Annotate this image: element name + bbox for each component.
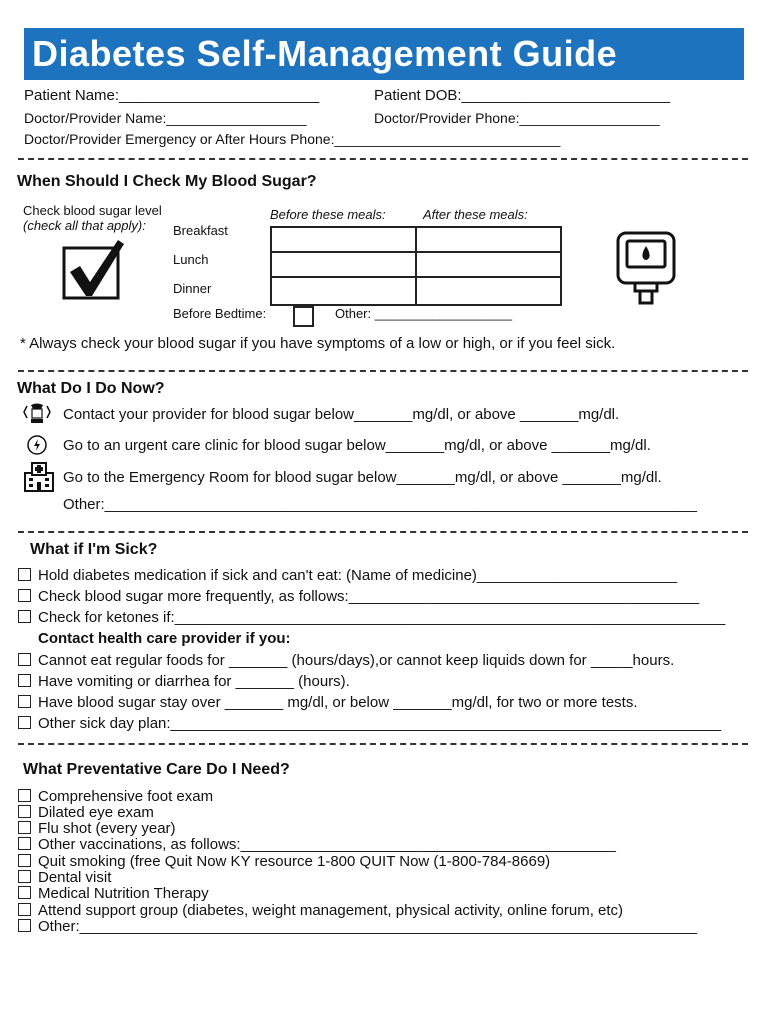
contact-item[interactable]: Other sick day plan:__________________________________________________________________ xyxy=(18,713,721,734)
emergency-room-field[interactable]: Go to the Emergency Room for blood sugar below_______mg/dl, or above _______mg/dl. xyxy=(63,469,662,486)
preventive-item[interactable]: Dilated eye exam xyxy=(18,805,154,821)
checkbox[interactable] xyxy=(18,805,31,818)
preventive-item[interactable]: Other:__________________________________________________________________________ xyxy=(18,919,697,935)
urgent-care-field[interactable]: Go to an urgent care clinic for blood sugar below_______mg/dl, or above _______mg/dl. xyxy=(63,437,651,454)
checkbox[interactable] xyxy=(18,837,31,850)
contact-item[interactable]: Cannot eat regular foods for _______ (hours/days),or cannot keep liquids down for _____hours. xyxy=(18,650,674,671)
checkbox[interactable] xyxy=(18,674,31,687)
sick-item[interactable]: Hold diabetes medication if sick and can't eat: (Name of medicine)________________________ xyxy=(18,565,677,586)
preventive-item[interactable]: Attend support group (diabetes, weight management, physical activity, online forum, etc) xyxy=(18,903,623,919)
phone-icon xyxy=(23,402,51,424)
checkbox[interactable] xyxy=(18,789,31,802)
meal-dinner-label: Dinner xyxy=(173,281,212,296)
checkbox[interactable] xyxy=(18,716,31,729)
check-instruction: Check blood sugar level xyxy=(23,203,162,218)
before-bedtime-checkbox[interactable] xyxy=(293,306,314,327)
dinner-after-cell[interactable] xyxy=(417,278,560,304)
dinner-before-cell[interactable] xyxy=(272,278,415,304)
checkbox[interactable] xyxy=(18,610,31,623)
checkbox[interactable] xyxy=(18,821,31,834)
section-divider xyxy=(18,370,748,372)
check-instruction-note: (check all that apply): xyxy=(23,218,146,233)
patient-dob-field[interactable]: Patient DOB:_________________________ xyxy=(374,87,671,104)
sick-item[interactable]: Check for ketones if:__________________________________________________________________ xyxy=(18,607,725,628)
preventive-item[interactable]: Medical Nutrition Therapy xyxy=(18,886,209,902)
checkbox[interactable] xyxy=(18,568,31,581)
before-meals-label: Before these meals: xyxy=(270,207,386,222)
lunch-after-cell[interactable] xyxy=(417,253,560,276)
after-meals-label: After these meals: xyxy=(423,207,528,222)
sick-item[interactable]: Check blood sugar more frequently, as follows:__________________________________________ xyxy=(18,586,699,607)
patient-name-field[interactable]: Patient Name:________________________ xyxy=(24,87,320,104)
provider-name-field[interactable]: Doctor/Provider Name:__________________ xyxy=(24,110,307,126)
checkbox[interactable] xyxy=(18,695,31,708)
section-divider xyxy=(18,531,748,533)
title-banner xyxy=(24,28,744,80)
checkbox[interactable] xyxy=(18,653,31,666)
checkbox[interactable] xyxy=(18,589,31,602)
checkbox[interactable] xyxy=(18,903,31,916)
preventive-heading: What Preventative Care Do I Need? xyxy=(23,761,290,778)
breakfast-before-cell[interactable] xyxy=(272,228,415,251)
preventive-item[interactable]: Other vaccinations, as follows:_____________________________________________ xyxy=(18,837,616,853)
page-title: Diabetes Self-Management Guide xyxy=(32,33,618,74)
contact-provider-subheading: Contact health care provider if you: xyxy=(38,630,291,647)
checkbox[interactable] xyxy=(18,919,31,932)
contact-provider-field[interactable]: Contact your provider for blood sugar below_______mg/dl, or above _______mg/dl. xyxy=(63,406,620,423)
check-note: * Always check your blood sugar if you have symptoms of a low or high, or if you feel sick. xyxy=(20,335,616,352)
section-divider xyxy=(18,158,748,160)
sick-heading: What if I'm Sick? xyxy=(30,541,158,558)
preventive-item[interactable]: Flu shot (every year) xyxy=(18,821,176,837)
emergency-phone-field[interactable]: Doctor/Provider Emergency or After Hours Phone:_____________________________ xyxy=(24,131,561,147)
do-now-heading: What Do I Do Now? xyxy=(17,380,165,397)
preventive-item[interactable]: Comprehensive foot exam xyxy=(18,789,213,805)
hospital-icon xyxy=(23,461,55,493)
checkbox[interactable] xyxy=(18,886,31,899)
contact-item[interactable]: Have blood sugar stay over _______ mg/dl, or below _______mg/dl, for two or more tests. xyxy=(18,692,638,713)
do-now-other-field[interactable]: Other:_______________________________________________________________________ xyxy=(63,496,697,513)
checkbox[interactable] xyxy=(18,854,31,867)
before-bedtime-label: Before Bedtime: xyxy=(173,306,267,321)
meal-breakfast-label: Breakfast xyxy=(173,223,228,238)
breakfast-after-cell[interactable] xyxy=(417,228,560,251)
other-check-field[interactable]: Other: ___________________ xyxy=(335,306,513,321)
section-divider xyxy=(18,743,748,745)
provider-phone-field[interactable]: Doctor/Provider Phone:__________________ xyxy=(374,110,660,126)
preventive-item[interactable]: Quit smoking (free Quit Now KY resource 1-800 QUIT Now (1-800-784-8669) xyxy=(18,854,550,870)
clock-icon xyxy=(26,434,48,456)
meal-lunch-label: Lunch xyxy=(173,252,209,267)
check-section-heading: When Should I Check My Blood Sugar? xyxy=(17,173,317,190)
glucose-meter-icon xyxy=(614,231,678,305)
preventive-item[interactable]: Dental visit xyxy=(18,870,111,886)
lunch-before-cell[interactable] xyxy=(272,253,415,276)
checkbox-checkmark-icon xyxy=(60,238,126,302)
contact-item[interactable]: Have vomiting or diarrhea for _______ (hours). xyxy=(18,671,350,692)
meal-check-grid xyxy=(270,226,562,306)
checkbox[interactable] xyxy=(18,870,31,883)
